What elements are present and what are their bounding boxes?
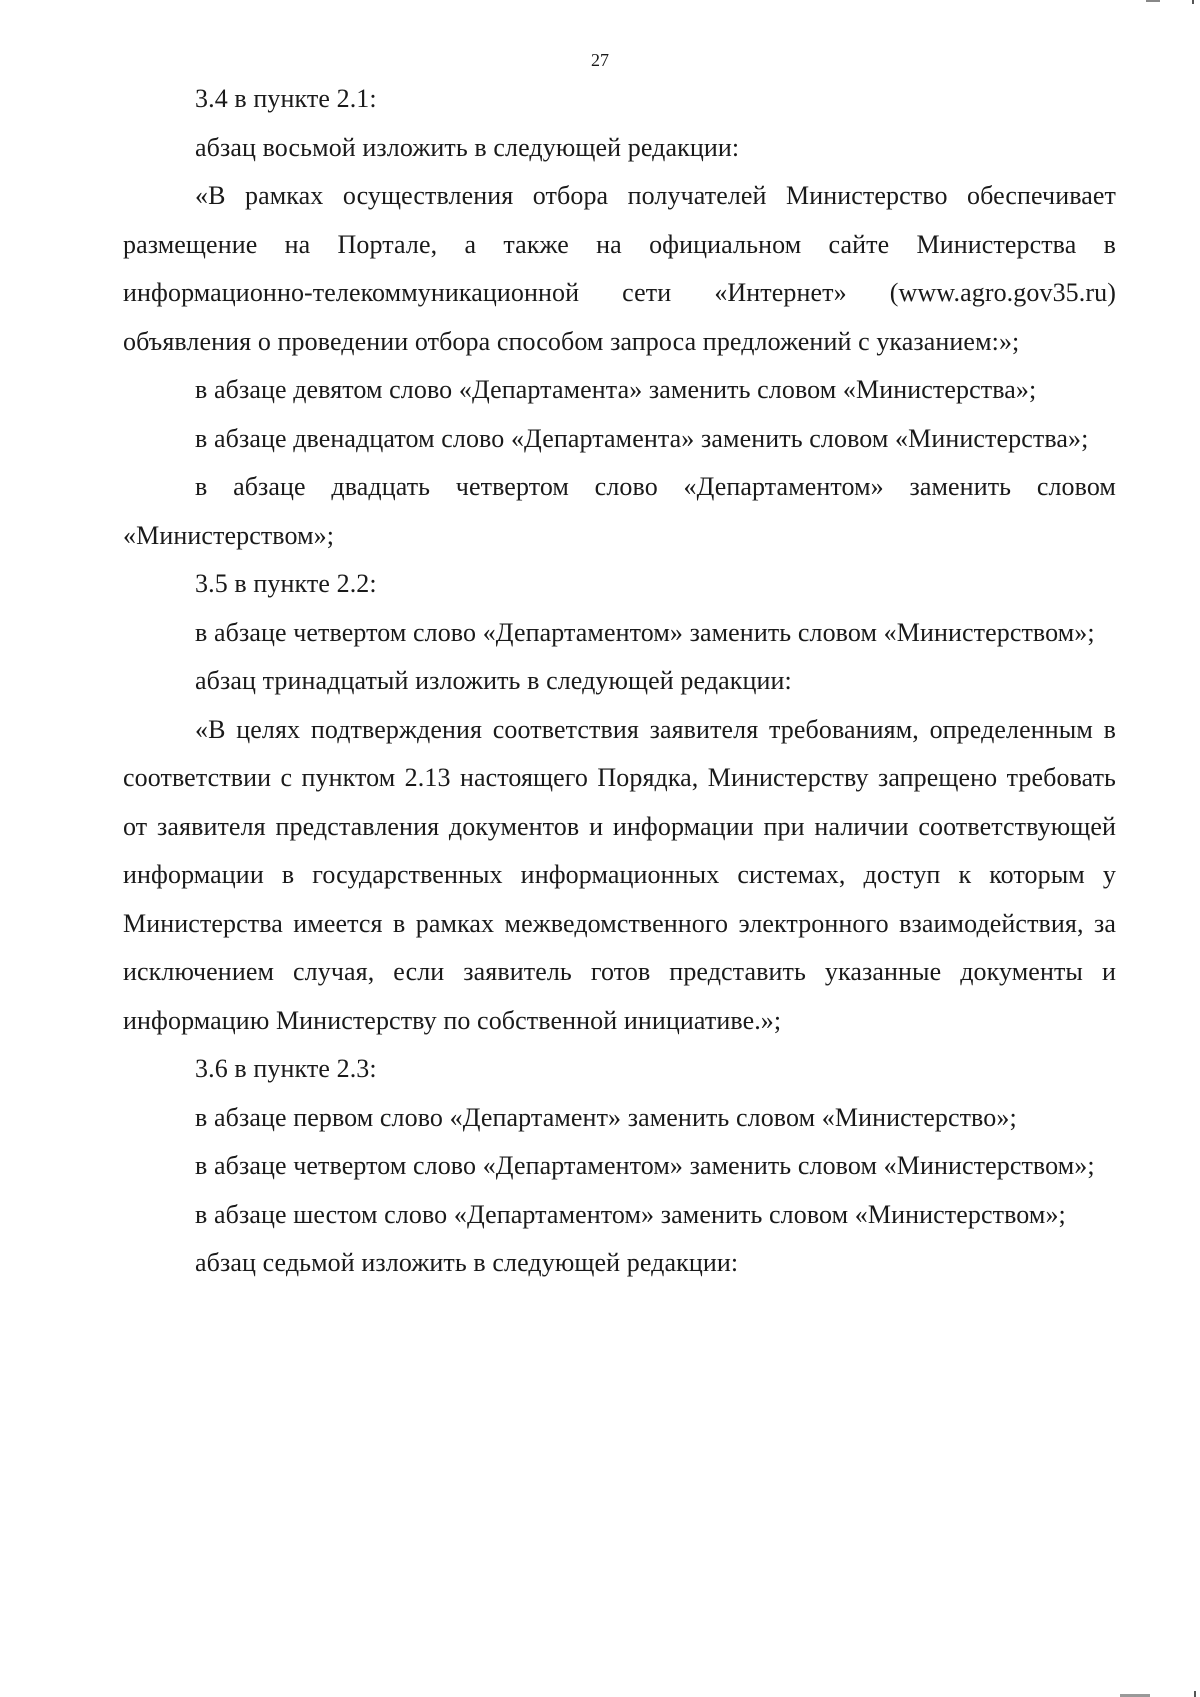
scan-artifact [1146, 0, 1160, 2]
paragraph: 3.4 в пункте 2.1: [195, 84, 377, 113]
paragraph: абзац восьмой изложить в следующей редакции: [195, 132, 740, 162]
paragraph: «В рамках осуществления отбора получателей Министерство обеспечивает размещение на Портале, а также на официальном сайте Министерства в информационно-телекоммуникационной сети «Интернет» (www.agro.gov35.ru) объявления о проведении отбора способом запроса предложений с указанием:»; [123, 181, 1116, 356]
paragraph: в абзаце четвертом слово «Департаментом» заменить словом «Министерством»; [195, 1151, 1095, 1180]
paragraph: в абзаце девятом слово «Департамента» заменить словом «Министерства»; [195, 375, 1037, 404]
paragraph: абзац тринадцатый изложить в следующей редакции: [195, 666, 792, 695]
paragraph: абзац седьмой изложить в следующей редакции: [195, 1248, 739, 1277]
paragraph: 3.6 в пункте 2.3: [195, 1054, 377, 1083]
paragraph: 3.5 в пункте 2.2: [195, 569, 377, 598]
paragraph: в абзаце первом слово «Департамент» заменить словом «Министерство»; [195, 1102, 1017, 1132]
paragraph: в абзаце шестом слово «Департаментом» заменить словом «Министерством»; [195, 1199, 1066, 1229]
paragraph: в абзаце двадцать четвертом слово «Департаментом» заменить словом «Министерством»; [123, 472, 1116, 550]
paragraph: в абзаце четвертом слово «Департаментом» заменить словом «Министерством»; [195, 617, 1095, 647]
scan-artifact [1192, 0, 1194, 4]
page-number: 27 [591, 50, 609, 70]
scan-artifact [1194, 1691, 1196, 1697]
document-body [123, 75, 1116, 1288]
paragraph: «В целях подтверждения соответствия заявителя требованиям, определенным в соответствии с пунктом 2.13 настоящего Порядка, Министерству запрещено требовать от заявителя представления документов и информации при наличии соответствующей информации в государственных информационных системах, доступ к которым у Министерства имеется в рамках межведомственного электронного взаимодействия, за исключением случая, если заявитель готов представить указанные документы и информацию Министерству по собственной инициативе.»; [123, 714, 1116, 1035]
paragraph: в абзаце двенадцатом слово «Департамента» заменить словом «Министерства»; [195, 423, 1089, 453]
